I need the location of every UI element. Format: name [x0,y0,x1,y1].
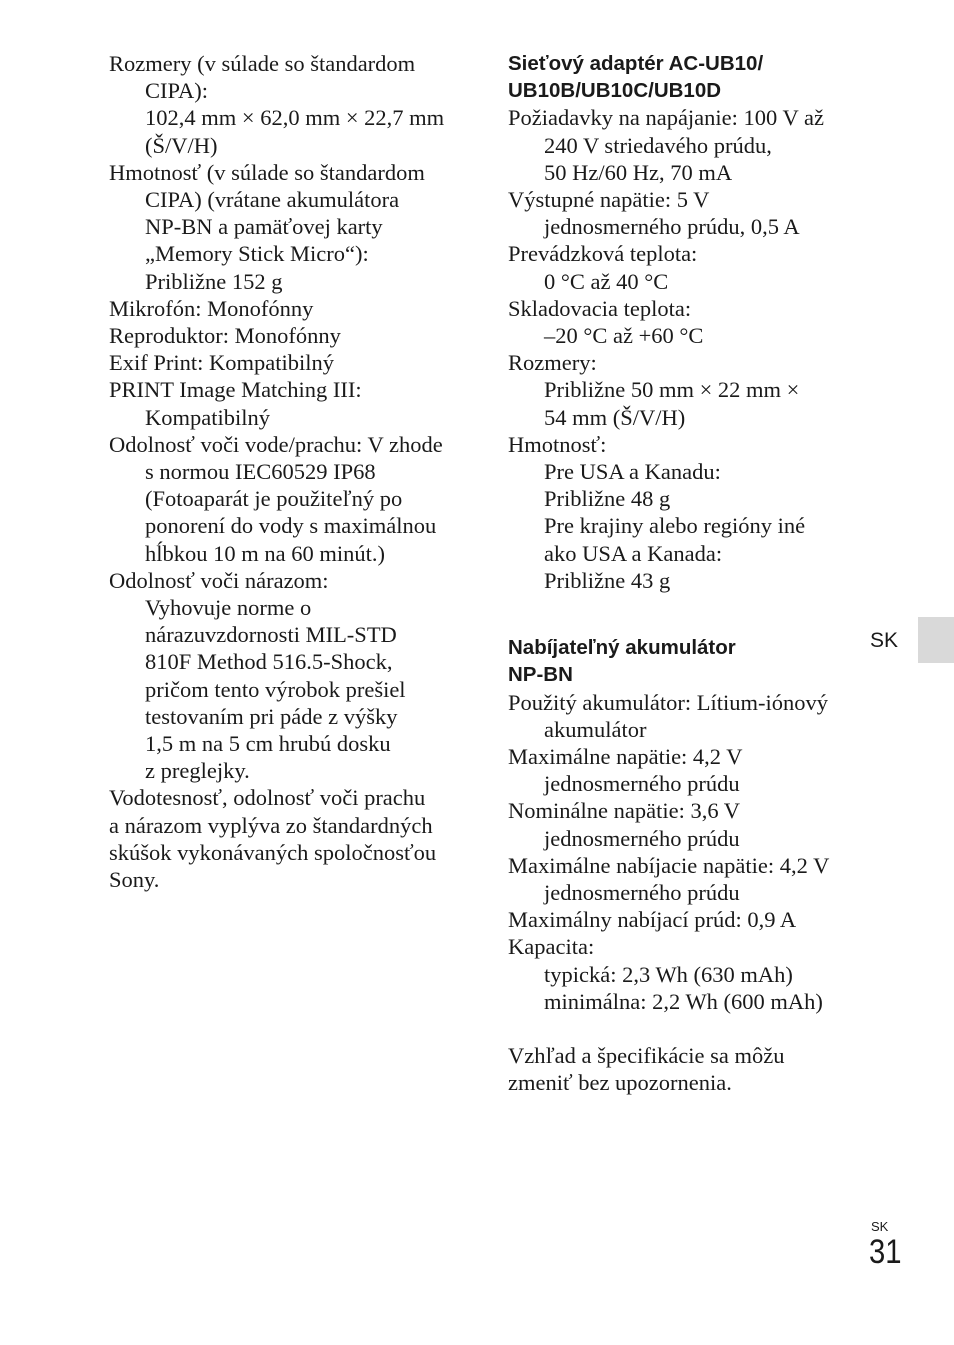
spec-line: Rozmery: [508,350,597,376]
spec-line: akumulátor [544,716,647,742]
notice [508,1042,868,1096]
spec-line: z preglejky. [145,758,250,784]
adapter-section [508,50,868,594]
spec-line: testovaním pri páde z výšky [145,703,398,729]
notice-line: zmeniť bez upozornenia. [508,1070,732,1096]
spec-line: Maximálny nabíjací prúd: 0,9 A [508,907,797,933]
spec-line: Približne 48 g [544,486,671,512]
notice-line: Vzhľad a špecifikácie sa môžu [508,1043,785,1069]
spec-line: (Š/V/H) [145,132,218,158]
spec-line: 54 mm (Š/V/H) [544,404,686,430]
spec-line: Maximálne napätie: 4,2 V [508,744,743,770]
spec-line: minimálna: 2,2 Wh (600 mAh) [544,988,823,1014]
spec-line: hĺbkou 10 m na 60 minút.) [145,540,385,566]
spec-line: ako USA a Kanada: [544,540,723,566]
spacer [508,594,868,621]
spec-line: pričom tento výrobok prešiel [145,676,406,702]
spec-line: Vyhovuje norme o [145,595,312,621]
spec-line: jednosmerného prúdu [544,825,740,851]
spec-line: typická: 2,3 Wh (630 mAh) [544,961,793,987]
spec-line: s normou IEC60529 IP68 [145,459,376,485]
page-number: 31 [869,1233,902,1271]
spec-line: Približne 43 g [544,567,671,593]
spec-line: Prevádzková teplota: [508,241,698,267]
spec-line: Sony. [109,867,160,893]
spec-line: 50 Hz/60 Hz, 70 mA [544,159,733,185]
spec-line: 810F Method 516.5-Shock, [145,649,393,675]
spec-line: Maximálne nabíjacie napätie: 4,2 V [508,852,830,878]
spec-line: Skladovacia teplota: [508,295,692,321]
spec-line: Približne 152 g [145,268,283,294]
spec-line: Odolnosť voči nárazom: [109,567,329,593]
spec-line: Použitý akumulátor: Lítium-iónový [508,689,828,715]
spec-line: Približne 50 mm × 22 mm × [544,377,800,403]
spec-line: jednosmerného prúdu, 0,5 A [544,214,800,240]
spec-line: PRINT Image Matching III: [109,377,362,403]
spec-line: Vodotesnosť, odolnosť voči prachu [109,785,426,811]
battery-heading-line-2: NP-BN [508,663,573,687]
spec-line: Hmotnosť: [508,431,607,457]
battery-section [508,634,868,1015]
spec-line: Kompatibilný [145,404,270,430]
spec-line: CIPA) (vrátane akumulátora [145,187,400,213]
spec-line: Kapacita: [508,934,595,960]
spec-line: Pre USA a Kanadu: [544,459,721,485]
spec-line: nárazuvzdornosti MIL-STD [145,622,397,648]
battery-heading-line-1: Nabíjateľný akumulátor [508,636,736,660]
spec-line: jednosmerného prúdu [544,771,740,797]
spec-line: Mikrofón: Monofónny [109,295,314,321]
spec-line: jednosmerného prúdu [544,880,740,906]
right-column [508,50,868,1097]
spec-line: skúšok vykonávaných spoločnosťou [109,839,437,865]
spec-line: Požiadavky na napájanie: 100 V až [508,105,824,131]
spec-line: CIPA): [145,78,208,104]
adapter-heading-line-2: UB10B/UB10C/UB10D [508,79,722,103]
spec-line: Pre krajiny alebo regióny iné [544,513,806,539]
spec-line: „Memory Stick Micro“): [145,241,369,267]
battery-spec-list [508,689,868,1015]
language-side-tab [918,617,954,663]
spec-line: Rozmery (v súlade so štandardom [109,51,416,76]
spec-line: 0 °C až 40 °C [544,268,669,294]
spec-line: –20 °C až +60 °C [544,323,704,349]
spec-line: a nárazom vyplýva zo štandardných [109,812,433,838]
spec-line: Hmotnosť (v súlade so štandardom [109,159,425,185]
spacer [508,1015,868,1042]
page-language-label: SK [871,1219,889,1234]
spacer [508,621,868,634]
spec-line: Nominálne napätie: 3,6 V [508,798,741,824]
spec-line: Odolnosť voči vode/prachu: V zhode [109,431,443,457]
left-column [109,50,471,893]
spec-line: Exif Print: Kompatibilný [109,350,334,376]
language-tab-label: SK [870,629,899,652]
spec-line: Reproduktor: Monofónny [109,323,341,349]
spec-line: 102,4 mm × 62,0 mm × 22,7 mm [145,105,445,131]
spec-line: Výstupné napätie: 5 V [508,187,710,213]
spec-line: 240 V striedavého prúdu, [544,132,772,158]
spec-line: ponorení do vody s maximálnou [145,513,437,539]
spec-line: (Fotoaparát je použiteľný po [145,486,403,512]
spec-line: 1,5 m na 5 cm hrubú dosku [145,731,391,757]
spec-line: NP-BN a pamäťovej karty [145,214,383,240]
adapter-heading-line-1: Sieťový adaptér AC-UB10/ [508,52,764,75]
adapter-spec-list [508,104,868,594]
